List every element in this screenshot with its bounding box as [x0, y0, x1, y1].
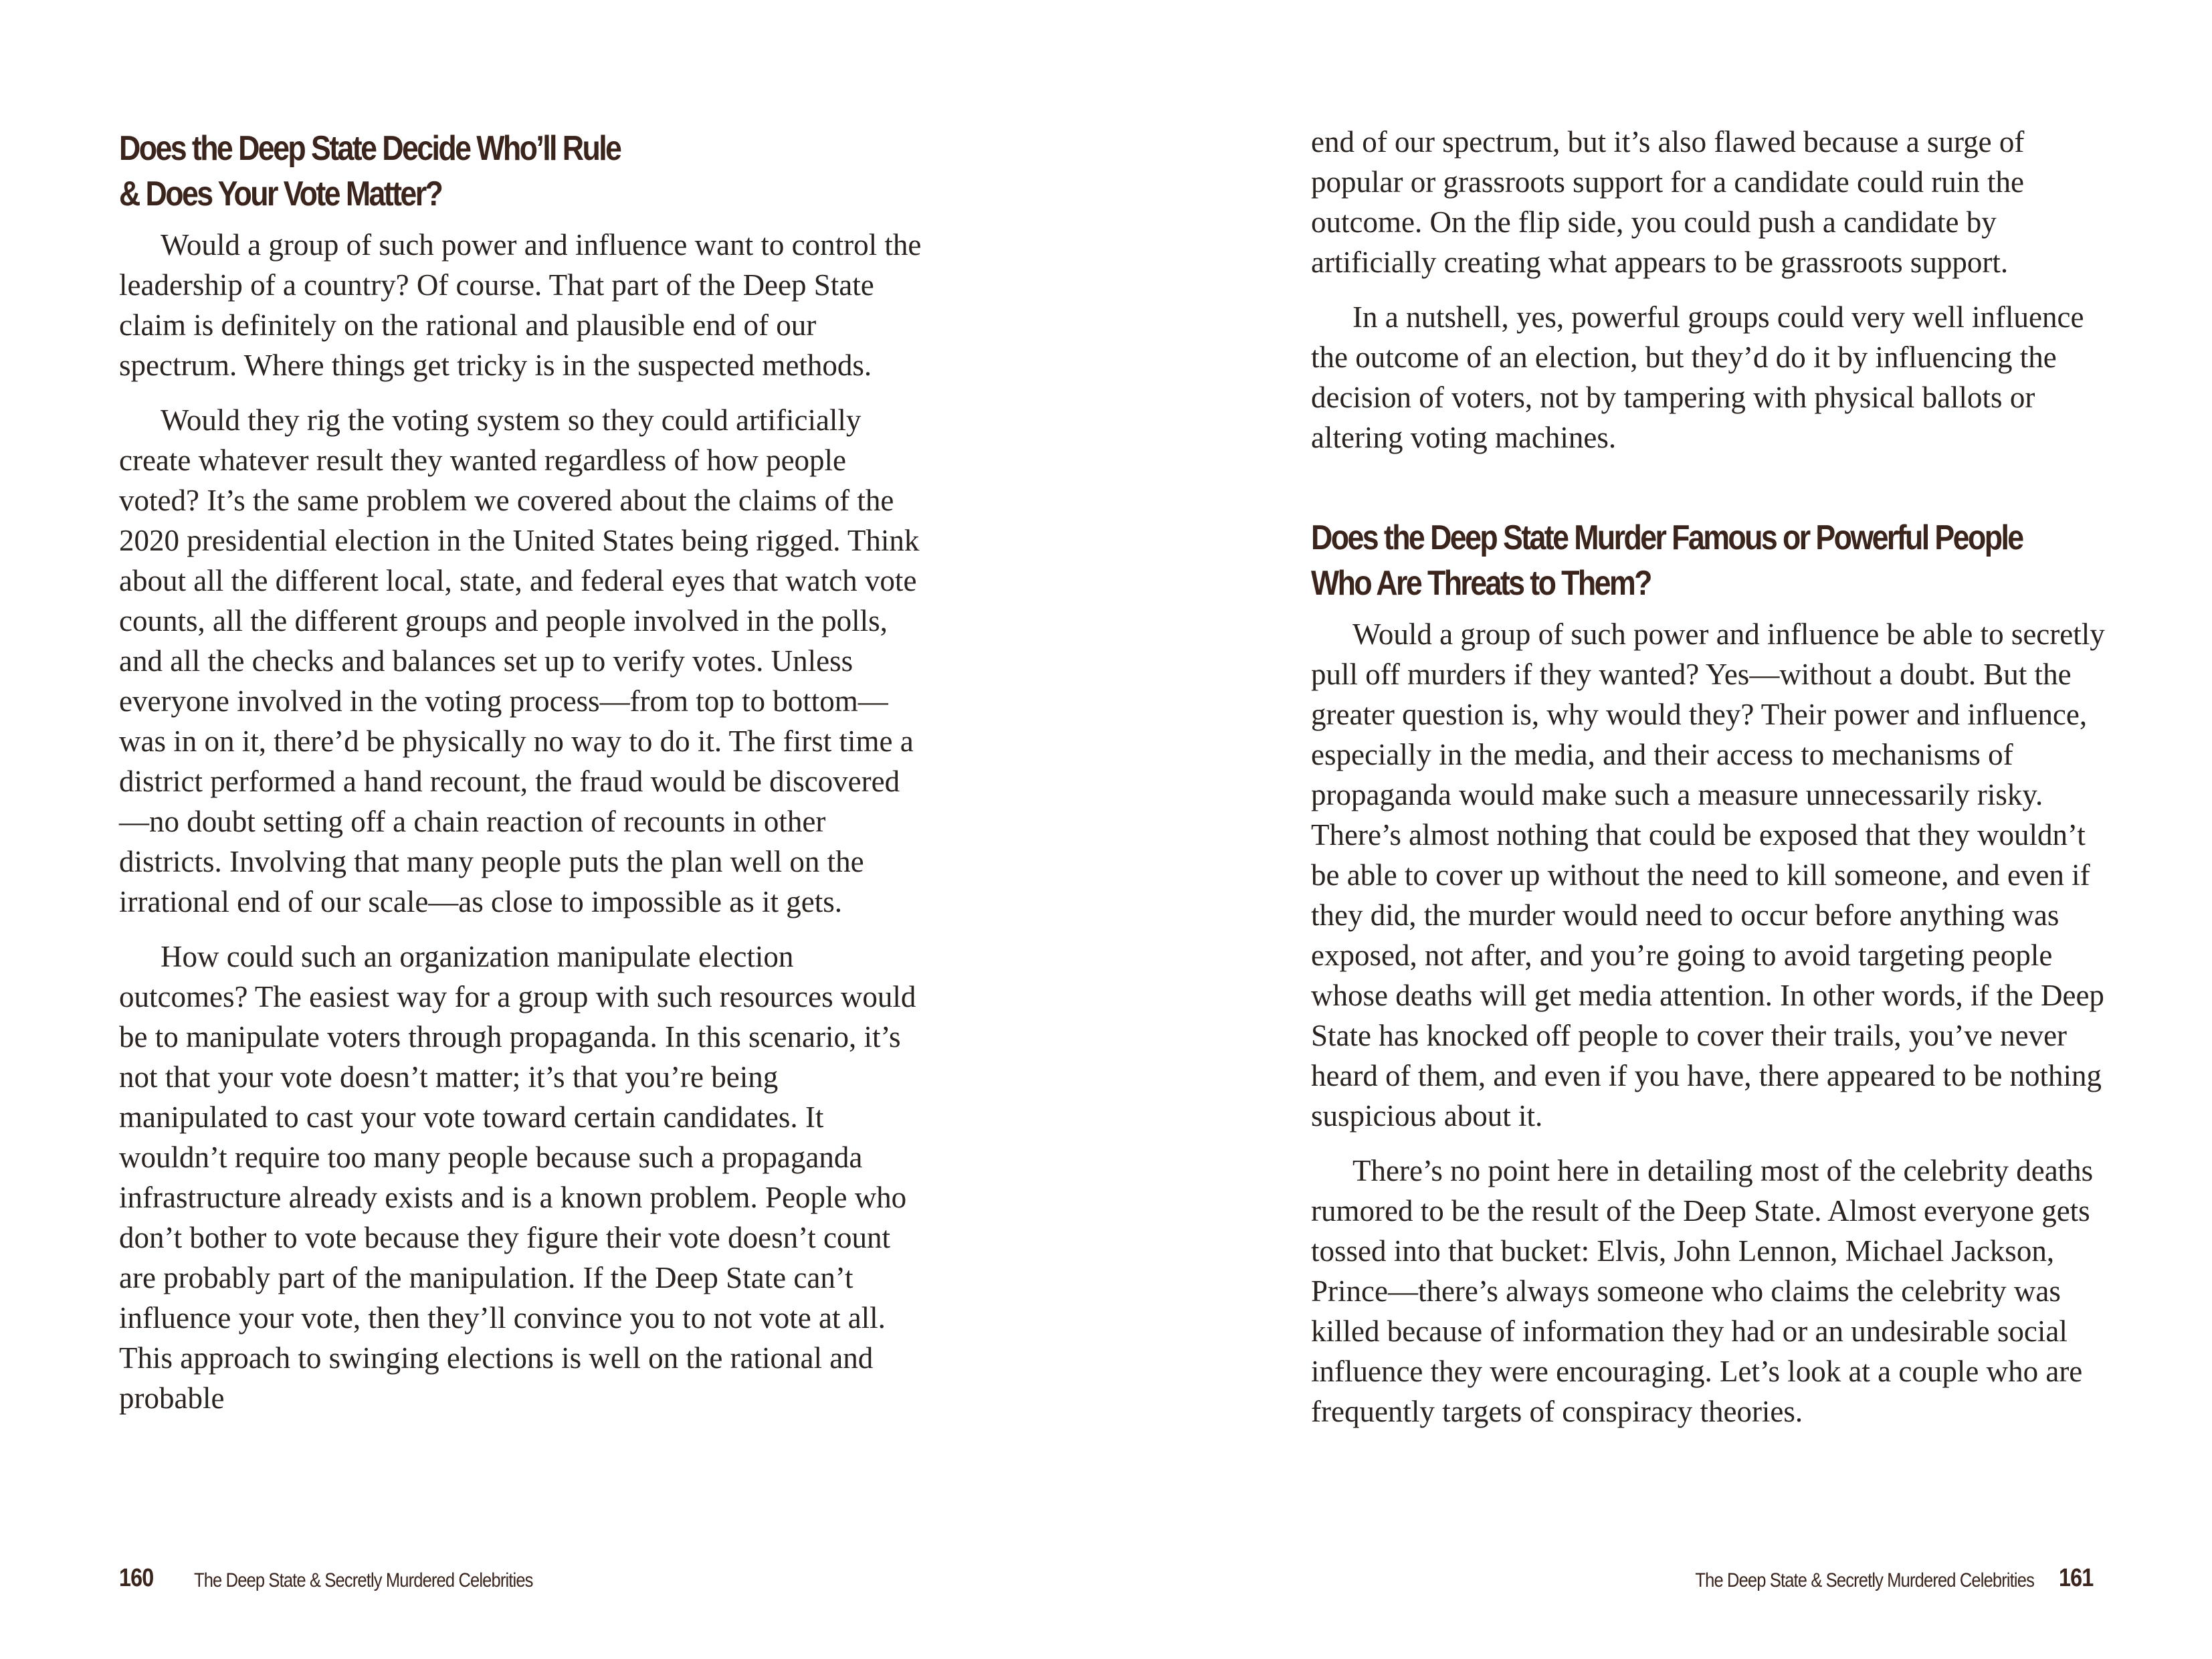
body-paragraph: How could such an organization manipulate election outcomes? The easiest way for a group with such resources would be to manipulate voters through propaganda. In this scenario, it’s not that your vote doesn’t matter; it’s that you’re being manipulated to cast your vote toward certain candidates. It wouldn’t require too many people because such a propaganda infrastructure already exists and is a known problem. People who don’t bother to vote because they figure their vote doesn’t count are probably part of the manipulation. If the Deep State can’t influence your vote, then they’ll convince you to not vote at all. This approach to swinging elections is well on the rational and probable	[119, 940, 916, 1415]
heading-line: & Does Your Vote Matter?	[119, 175, 442, 213]
right-text-column	[1311, 122, 2114, 1446]
right-page	[1106, 0, 2212, 1659]
body-paragraph: There’s no point here in detailing most of the celebrity deaths rumored to be the result of the Deep State. Almost everyone gets tossed into that bucket: Elvis, John Lennon, Michael Jackson, Prince—there’s always someone who claims the celebrity was killed because of information they had or an undesirable social influence they were encouraging. Let’s look at a couple who are frequently targets of conspiracy theories.	[1311, 1154, 2094, 1428]
left-text-column	[119, 126, 922, 1433]
running-title: The Deep State & Secretly Murdered Celebrities	[1695, 1569, 2034, 1591]
body-paragraph: Would a group of such power and influence want to control the leadership of a country? Of course. That part of the Deep State claim is definitely on the rational and plausible end of our spectrum. Where things get tricky is in the suspected methods.	[119, 228, 922, 382]
body-paragraph: In a nutshell, yes, powerful groups could very well influence the outcome of an election, but they’d do it by influencing the decision of voters, not by tampering with physical ballots or altering voting machines.	[1311, 300, 2084, 454]
body-paragraph: Would a group of such power and influence be able to secretly pull off murders if they wanted? Yes—without a doubt. But the greater question is, why would they? Their power and influence, especially in the media, and their access to mechanisms of propaganda would make such a measure unnecessarily risky. There’s almost nothing that could be exposed that they wouldn’t be able to cover up without the need to kill someone, and even if they did, the murder would need to occur before anything was exposed, not after, and you’re going to avoid targeting people whose deaths will get media attention. In other words, if the Deep State has knocked off people to cover their trails, you’ve never heard of them, and even if you have, there appeared to be nothing suspicious about it.	[1311, 617, 2105, 1133]
right-page-footer	[1695, 1564, 2093, 1593]
body-paragraph: Would they rig the voting system so they could artificially create whatever result they wanted regardless of how people voted? It’s the same problem we covered about the claims of the 2020 presidential election in the United States being rigged. Think about all the different local, state, and federal eyes that watch vote counts, all the different groups and people involved in the polls, and all the checks and balances set up to verify votes. Unless everyone involved in the voting process—from top to bottom—was in on it, there’d be physically no way to do it. The first time a district performed a hand recount, the fraud would be discovered—no doubt setting off a chain reaction of recounts in other districts. Involving that many people puts the plan well on the irrational end of our scale—as close to impossible as it gets.	[119, 403, 920, 918]
page-number: 161	[2058, 1564, 2093, 1592]
section-heading-murder	[1311, 515, 2116, 606]
heading-line: Does the Deep State Murder Famous or Powerful People	[1311, 518, 2023, 557]
page-number: 160	[119, 1564, 154, 1592]
heading-line: Does the Deep State Decide Who’ll Rule	[119, 129, 621, 168]
body-paragraph-continued: end of our spectrum, but it’s also flawed because a surge of popular or grassroots support for a candidate could ruin the outcome. On the flip side, you could push a candidate by artificially creating what appears to be grassroots support.	[1311, 125, 2025, 279]
section-heading-vote	[119, 126, 924, 217]
running-title: The Deep State & Secretly Murdered Celebrities	[194, 1569, 533, 1591]
heading-line: Who Are Threats to Them?	[1311, 564, 1651, 603]
left-page-footer	[119, 1564, 533, 1593]
